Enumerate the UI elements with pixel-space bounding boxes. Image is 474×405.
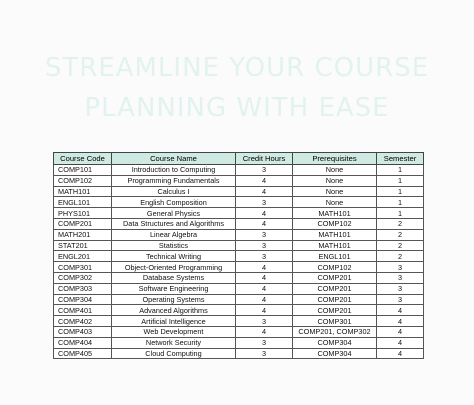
- table-row: [54, 240, 424, 251]
- header-semester: Semester: [377, 153, 424, 165]
- prerequisites-cell: ENGL101: [293, 251, 377, 262]
- semester-cell: 1: [377, 208, 424, 219]
- table-header-row: [54, 153, 424, 165]
- table-body: [54, 165, 424, 359]
- course-name-cell: Introduction to Computing: [112, 165, 236, 176]
- credit-hours-cell: 3: [236, 229, 293, 240]
- semester-cell: 1: [377, 186, 424, 197]
- credit-hours-cell: 4: [236, 305, 293, 316]
- course-code-cell: COMP403: [54, 326, 112, 337]
- prerequisites-cell: COMP304: [293, 337, 377, 348]
- course-name-cell: Software Engineering: [112, 283, 236, 294]
- prerequisites-cell: COMP201: [293, 294, 377, 305]
- prerequisites-cell: COMP304: [293, 348, 377, 359]
- semester-cell: 4: [377, 305, 424, 316]
- table-row: [54, 251, 424, 262]
- prerequisites-cell: None: [293, 186, 377, 197]
- prerequisites-cell: MATH101: [293, 208, 377, 219]
- table-row: [54, 175, 424, 186]
- prerequisites-cell: MATH101: [293, 240, 377, 251]
- credit-hours-cell: 3: [236, 348, 293, 359]
- course-code-cell: COMP401: [54, 305, 112, 316]
- course-table: [53, 152, 424, 359]
- table-row: [54, 316, 424, 327]
- course-code-cell: COMP402: [54, 316, 112, 327]
- credit-hours-cell: 4: [236, 208, 293, 219]
- semester-cell: 4: [377, 348, 424, 359]
- course-name-cell: English Composition: [112, 197, 236, 208]
- credit-hours-cell: 3: [236, 240, 293, 251]
- table-header: [54, 153, 424, 165]
- table-row: [54, 208, 424, 219]
- course-name-cell: Calculus I: [112, 186, 236, 197]
- semester-cell: 3: [377, 262, 424, 273]
- credit-hours-cell: 4: [236, 272, 293, 283]
- credit-hours-cell: 4: [236, 218, 293, 229]
- course-code-cell: COMP201: [54, 218, 112, 229]
- course-name-cell: Operating Systems: [112, 294, 236, 305]
- course-code-cell: COMP303: [54, 283, 112, 294]
- prerequisites-cell: COMP201: [293, 305, 377, 316]
- table-row: [54, 272, 424, 283]
- credit-hours-cell: 4: [236, 294, 293, 305]
- course-name-cell: Cloud Computing: [112, 348, 236, 359]
- prerequisites-cell: COMP102: [293, 262, 377, 273]
- semester-cell: 4: [377, 326, 424, 337]
- course-code-cell: MATH101: [54, 186, 112, 197]
- table-row: [54, 197, 424, 208]
- course-code-cell: COMP102: [54, 175, 112, 186]
- semester-cell: 3: [377, 294, 424, 305]
- course-name-cell: Technical Writing: [112, 251, 236, 262]
- course-name-cell: Database Systems: [112, 272, 236, 283]
- table-row: [54, 186, 424, 197]
- semester-cell: 1: [377, 175, 424, 186]
- table-row: [54, 229, 424, 240]
- course-name-cell: Network Security: [112, 337, 236, 348]
- course-name-cell: General Physics: [112, 208, 236, 219]
- course-name-cell: Advanced Algorithms: [112, 305, 236, 316]
- course-code-cell: COMP302: [54, 272, 112, 283]
- course-code-cell: COMP405: [54, 348, 112, 359]
- credit-hours-cell: 4: [236, 283, 293, 294]
- course-name-cell: Programming Fundamentals: [112, 175, 236, 186]
- table-row: [54, 294, 424, 305]
- course-code-cell: COMP301: [54, 262, 112, 273]
- course-name-cell: Statistics: [112, 240, 236, 251]
- course-code-cell: PHYS101: [54, 208, 112, 219]
- semester-cell: 4: [377, 337, 424, 348]
- semester-cell: 3: [377, 283, 424, 294]
- semester-cell: 1: [377, 197, 424, 208]
- semester-cell: 1: [377, 165, 424, 176]
- credit-hours-cell: 4: [236, 186, 293, 197]
- page-title: [0, 48, 474, 128]
- page-title-line-2: PLANNING WITH EASE: [84, 93, 390, 123]
- prerequisites-cell: None: [293, 175, 377, 186]
- credit-hours-cell: 4: [236, 326, 293, 337]
- table-row: [54, 218, 424, 229]
- table-row: [54, 165, 424, 176]
- page-title-line-1: STREAMLINE YOUR COURSE: [44, 53, 430, 83]
- table-row: [54, 262, 424, 273]
- prerequisites-cell: None: [293, 197, 377, 208]
- course-code-cell: COMP101: [54, 165, 112, 176]
- table-row: [54, 283, 424, 294]
- course-code-cell: COMP404: [54, 337, 112, 348]
- credit-hours-cell: 3: [236, 197, 293, 208]
- course-code-cell: ENGL101: [54, 197, 112, 208]
- credit-hours-cell: 3: [236, 251, 293, 262]
- course-name-cell: Data Structures and Algorithms: [112, 218, 236, 229]
- prerequisites-cell: None: [293, 165, 377, 176]
- course-name-cell: Object-Oriented Programming: [112, 262, 236, 273]
- table-row: [54, 326, 424, 337]
- table-row: [54, 337, 424, 348]
- course-name-cell: Web Development: [112, 326, 236, 337]
- table-row: [54, 348, 424, 359]
- semester-cell: 2: [377, 229, 424, 240]
- prerequisites-cell: COMP201: [293, 283, 377, 294]
- table-row: [54, 305, 424, 316]
- semester-cell: 2: [377, 251, 424, 262]
- prerequisites-cell: COMP301: [293, 316, 377, 327]
- semester-cell: 4: [377, 316, 424, 327]
- prerequisites-cell: COMP102: [293, 218, 377, 229]
- credit-hours-cell: 4: [236, 175, 293, 186]
- credit-hours-cell: 3: [236, 165, 293, 176]
- semester-cell: 3: [377, 272, 424, 283]
- credit-hours-cell: 3: [236, 316, 293, 327]
- semester-cell: 2: [377, 240, 424, 251]
- header-course-code: Course Code: [54, 153, 112, 165]
- semester-cell: 2: [377, 218, 424, 229]
- header-credit-hours: Credit Hours: [236, 153, 293, 165]
- course-code-cell: STAT201: [54, 240, 112, 251]
- credit-hours-cell: 4: [236, 262, 293, 273]
- course-code-cell: COMP304: [54, 294, 112, 305]
- prerequisites-cell: COMP201: [293, 272, 377, 283]
- course-name-cell: Linear Algebra: [112, 229, 236, 240]
- credit-hours-cell: 3: [236, 337, 293, 348]
- header-course-name: Course Name: [112, 153, 236, 165]
- header-prerequisites: Prerequisites: [293, 153, 377, 165]
- course-code-cell: MATH201: [54, 229, 112, 240]
- course-name-cell: Artificial Intelligence: [112, 316, 236, 327]
- prerequisites-cell: COMP201, COMP302: [293, 326, 377, 337]
- prerequisites-cell: MATH101: [293, 229, 377, 240]
- course-code-cell: ENGL201: [54, 251, 112, 262]
